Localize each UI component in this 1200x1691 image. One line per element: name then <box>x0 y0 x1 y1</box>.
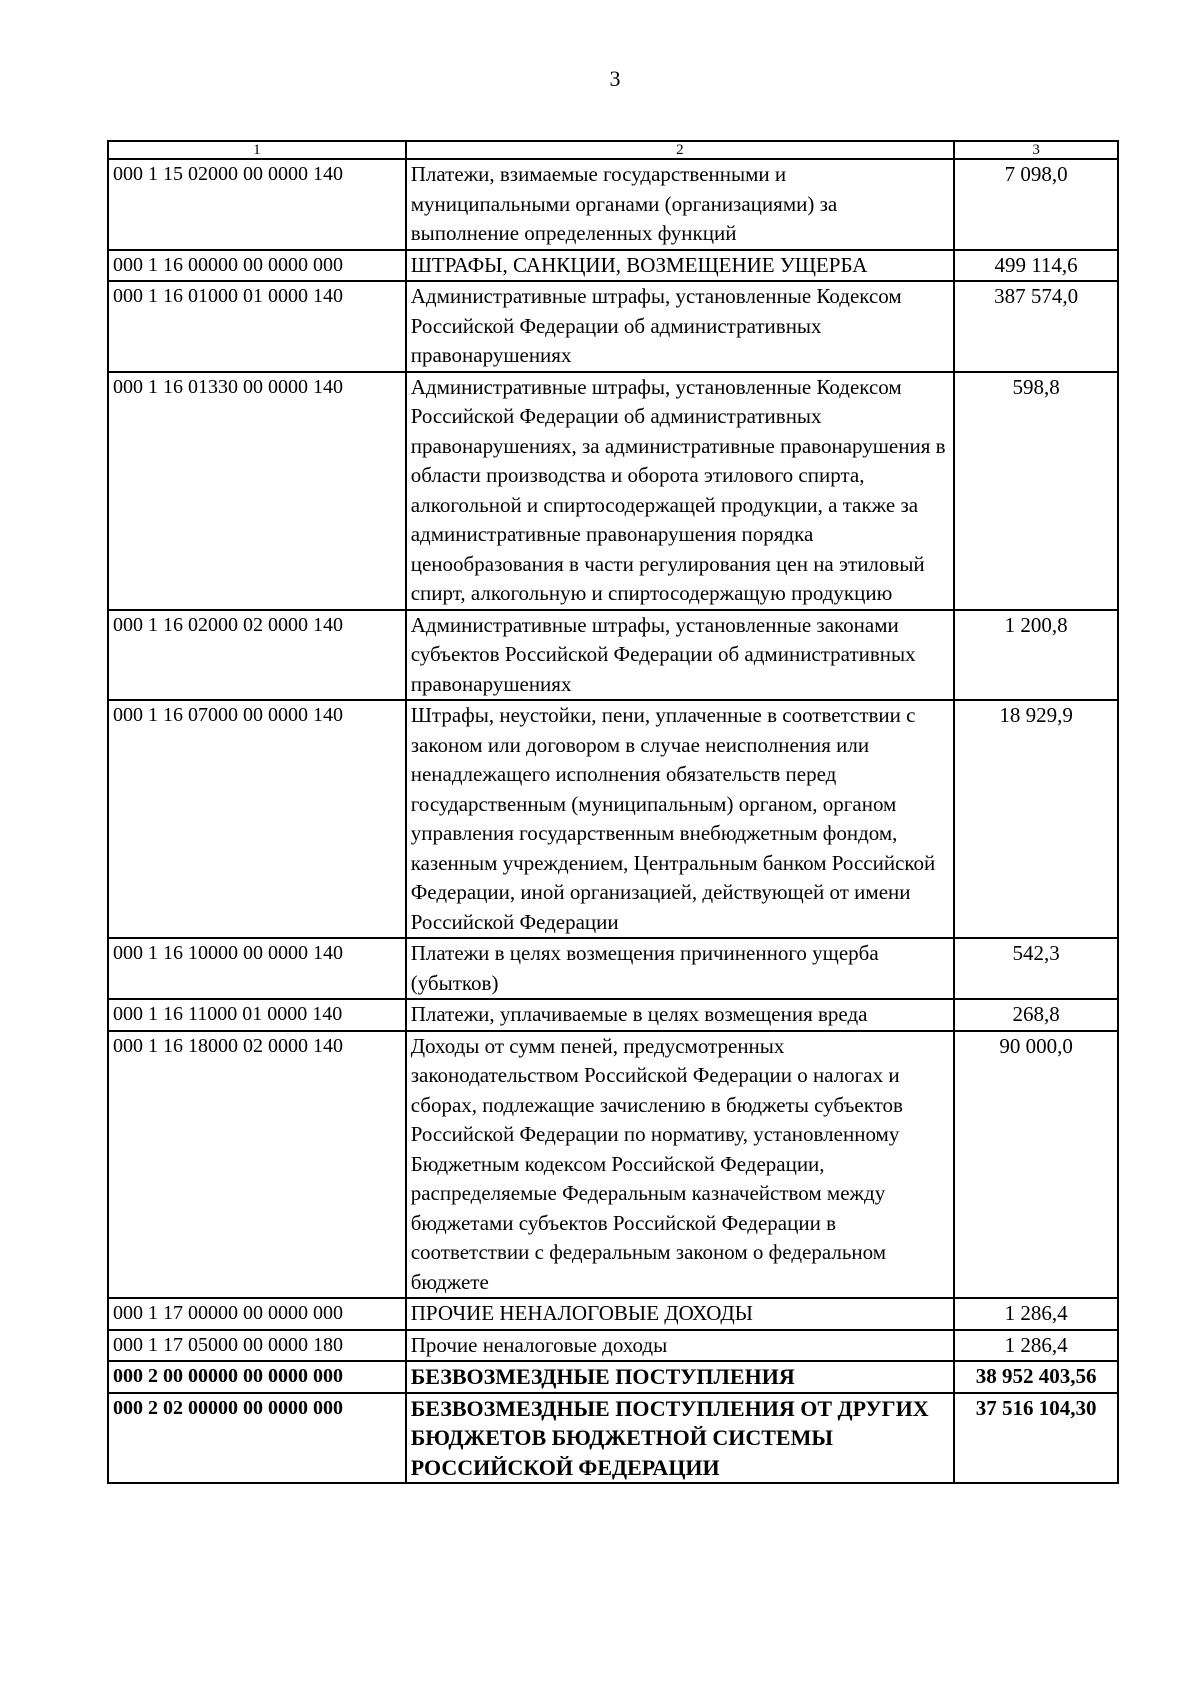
page-number: 3 <box>609 66 621 91</box>
table-row <box>108 700 1118 938</box>
header-col-3: 3 <box>954 141 1118 159</box>
row-amount: 387 574,0 <box>954 281 1118 372</box>
row-code: 000 2 00 00000 00 0000 000 <box>108 1361 406 1393</box>
row-amount: 499 114,6 <box>954 250 1118 282</box>
row-name: ШТРАФЫ, САНКЦИИ, ВОЗМЕЩЕНИЕ УЩЕРБА <box>406 250 954 282</box>
row-amount: 268,8 <box>954 999 1118 1031</box>
row-code: 000 2 02 00000 00 0000 000 <box>108 1393 406 1484</box>
table-row <box>108 999 1118 1031</box>
row-amount: 542,3 <box>954 938 1118 999</box>
row-code: 000 1 17 00000 00 0000 000 <box>108 1298 406 1330</box>
row-name: Штрафы, неустойки, пени, уплаченные в соответствии с законом или договором в случае неисполнения или ненадлежащего исполнения обязательств перед государственным (муниципальным) органом, органом управления государственным внебюджетным фондом, казенным учреждением, Центральным банком Российской Федерации, иной организацией, действующей от имени Российской Федерации <box>406 700 954 938</box>
row-code: 000 1 15 02000 00 0000 140 <box>108 159 406 250</box>
row-name: БЕЗВОЗМЕЗДНЫЕ ПОСТУПЛЕНИЯ ОТ ДРУГИХ БЮДЖЕТОВ БЮДЖЕТНОЙ СИСТЕМЫ РОССИЙСКОЙ ФЕДЕРАЦИИ <box>406 1393 954 1484</box>
row-name: Прочие неналоговые доходы <box>406 1330 954 1362</box>
header-col-1: 1 <box>108 141 406 159</box>
row-code: 000 1 16 01330 00 0000 140 <box>108 372 406 610</box>
table-row <box>108 159 1118 250</box>
row-name: Доходы от сумм пеней, предусмотренных законодательством Российской Федерации о налогах и сборах, подлежащие зачислению в бюджеты субъектов Российской Федерации по нормативу, установленному Бюджетным кодексом Российской Федерации, распределяемые Федеральным казначейством между бюджетами субъектов Российской Федерации в соответствии с федеральным законом о федеральном бюджете <box>406 1031 954 1299</box>
table-row <box>108 1298 1118 1330</box>
table-row <box>108 1330 1118 1362</box>
table-row <box>108 372 1118 610</box>
row-name: Платежи, уплачиваемые в целях возмещения вреда <box>406 999 954 1031</box>
row-name: Административные штрафы, установленные Кодексом Российской Федерации об административных правонарушениях, за административные правонарушения в области производства и оборота этилового спирта, алкогольной и спиртосодержащей продукции, а также за административные правонарушения порядка ценообразования в части регулирования цен на этиловый спирт, алкогольную и спиртосодержащую продукцию <box>406 372 954 610</box>
row-amount: 90 000,0 <box>954 1031 1118 1299</box>
table-row <box>108 1031 1118 1299</box>
row-amount: 7 098,0 <box>954 159 1118 250</box>
row-amount: 1 286,4 <box>954 1330 1118 1362</box>
row-amount: 1 200,8 <box>954 610 1118 701</box>
row-code: 000 1 16 02000 02 0000 140 <box>108 610 406 701</box>
row-code: 000 1 16 18000 02 0000 140 <box>108 1031 406 1299</box>
table-row <box>108 250 1118 282</box>
row-amount: 37 516 104,30 <box>954 1393 1118 1484</box>
row-amount: 598,8 <box>954 372 1118 610</box>
row-name: БЕЗВОЗМЕЗДНЫЕ ПОСТУПЛЕНИЯ <box>406 1361 954 1393</box>
row-amount: 18 929,9 <box>954 700 1118 938</box>
row-name: Платежи в целях возмещения причиненного ущерба (убытков) <box>406 938 954 999</box>
row-name: Административные штрафы, установленные законами субъектов Российской Федерации об административных правонарушениях <box>406 610 954 701</box>
row-code: 000 1 16 01000 01 0000 140 <box>108 281 406 372</box>
table-row <box>108 610 1118 701</box>
row-name: Платежи, взимаемые государственными и муниципальными органами (организациями) за выполнение определенных функций <box>406 159 954 250</box>
row-code: 000 1 16 11000 01 0000 140 <box>108 999 406 1031</box>
row-code: 000 1 16 00000 00 0000 000 <box>108 250 406 282</box>
row-code: 000 1 16 07000 00 0000 140 <box>108 700 406 938</box>
row-name: Административные штрафы, установленные Кодексом Российской Федерации об административных правонарушениях <box>406 281 954 372</box>
table-row <box>108 281 1118 372</box>
table-row-total <box>108 1361 1118 1393</box>
revenue-table <box>107 140 1119 1484</box>
row-amount: 38 952 403,56 <box>954 1361 1118 1393</box>
table-row <box>108 938 1118 999</box>
row-code: 000 1 16 10000 00 0000 140 <box>108 938 406 999</box>
table-header-row <box>108 141 1118 159</box>
row-amount: 1 286,4 <box>954 1298 1118 1330</box>
row-name: ПРОЧИЕ НЕНАЛОГОВЫЕ ДОХОДЫ <box>406 1298 954 1330</box>
header-col-2: 2 <box>406 141 954 159</box>
row-code: 000 1 17 05000 00 0000 180 <box>108 1330 406 1362</box>
table-row-total <box>108 1393 1118 1484</box>
